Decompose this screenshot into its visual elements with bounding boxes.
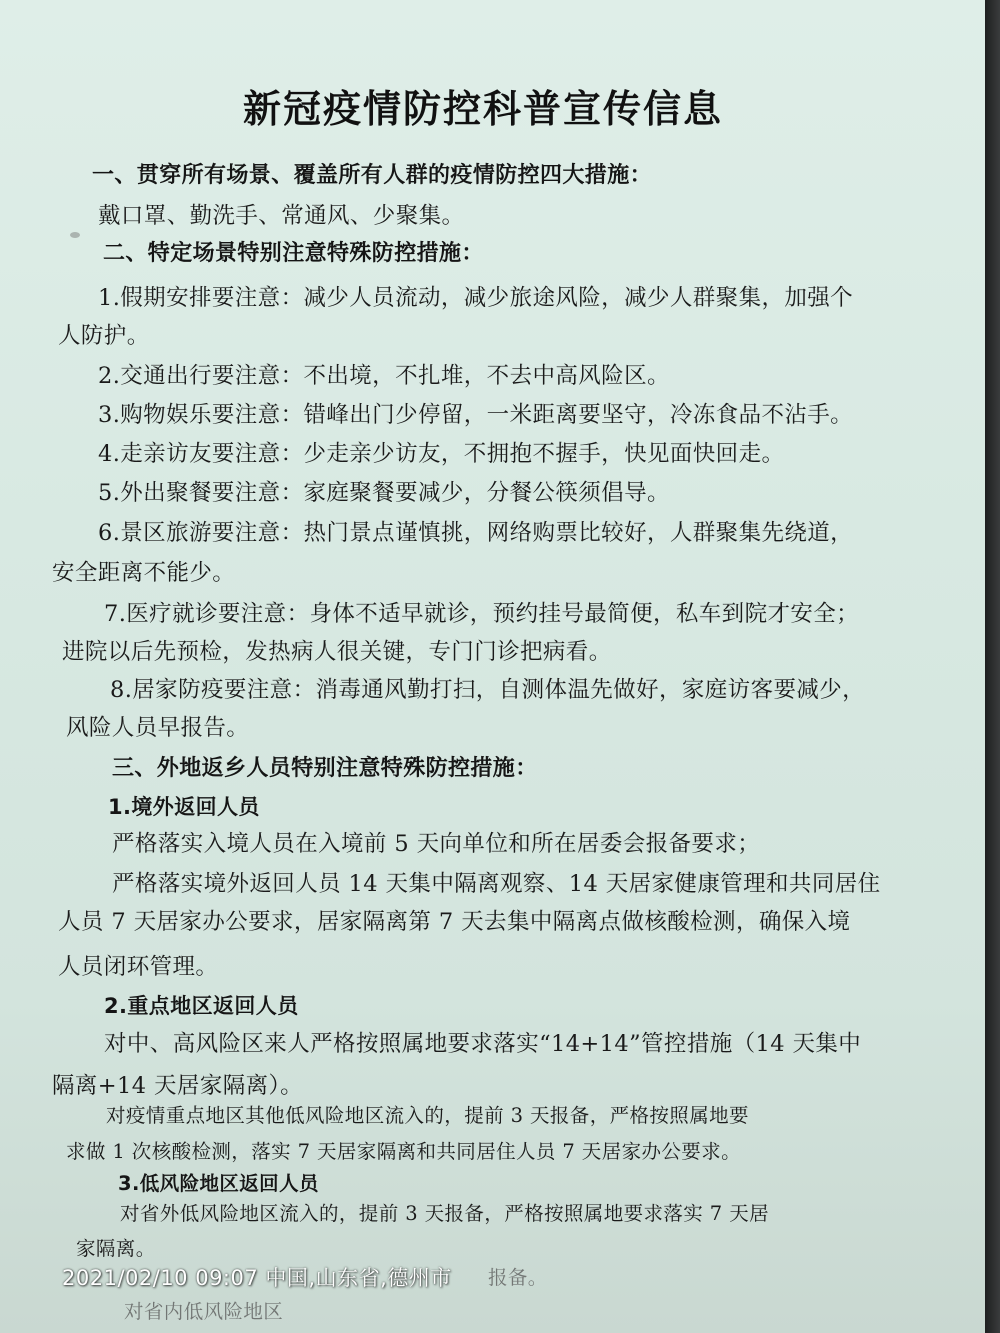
item-6-line-1: 6.景区旅游要注意：热门景点谨慎挑，网络购票比较好，人群聚集先绕道， — [98, 520, 854, 546]
item-7-line-2: 进院以后先预检，发热病人很关键，专门门诊把病看。 — [62, 639, 612, 665]
item-2: 2.交通出行要注意：不出境，不扎堆，不去中高风险区。 — [98, 363, 670, 389]
subsection-3-title: 3.低风险地区返回人员 — [118, 1172, 319, 1195]
item-3: 3.购物娱乐要注意：错峰出门少停留，一米距离要坚守，冷冻食品不沾手。 — [98, 402, 854, 428]
item-8-line-1: 8.居家防疫要注意：消毒通风勤打扫，自测体温先做好，家庭访客要减少， — [110, 677, 866, 703]
subsection-3-p1-line-2: 家隔离。 — [76, 1237, 156, 1260]
item-1-line-2: 人防护。 — [58, 323, 150, 349]
subsection-2-p1-line-2: 隔离+14 天居家隔离）。 — [52, 1073, 304, 1099]
section-3-heading: 三、外地返乡人员特别注意特殊防控措施： — [112, 756, 538, 781]
section-1-body: 戴口罩、勤洗手、常通风、少聚集。 — [98, 203, 465, 229]
subsection-3-p2-partial-start: 对省内低风险地区 — [124, 1300, 284, 1323]
subsection-1-p2-line-3: 人员闭环管理。 — [58, 954, 219, 980]
subsection-2-p1-line-1: 对中、高风险区来人严格按照属地要求落实“14+14”管控措施（14 天集中 — [104, 1031, 862, 1057]
item-7-line-1: 7.医疗就诊要注意：身体不适早就诊，预约挂号最简便，私车到院才安全； — [104, 601, 860, 627]
subsection-1-p2-line-1: 严格落实境外返回人员 14 天集中隔离观察、14 天居家健康管理和共同居住 — [112, 871, 881, 897]
subsection-2-title: 2.重点地区返回人员 — [104, 994, 299, 1018]
subsection-2-p2-line-2: 求做 1 次核酸检测，落实 7 天居家隔离和共同居住人员 7 天居家办公要求。 — [66, 1140, 742, 1163]
item-5: 5.外出聚餐要注意：家庭聚餐要减少，分餐公筷须倡导。 — [98, 480, 670, 506]
item-1-line-1: 1.假期安排要注意：减少人员流动，减少旅途风险，减少人群聚集，加强个 — [98, 285, 854, 311]
item-8-line-2: 风险人员早报告。 — [66, 715, 250, 741]
item-4: 4.走亲访友要注意：少走亲少访友，不拥抱不握手，快见面快回走。 — [98, 441, 785, 467]
section-2-heading: 二、特定场景特别注意特殊防控措施： — [103, 241, 484, 266]
subsection-1-p2-line-2: 人员 7 天居家办公要求，居家隔离第 7 天去集中隔离点做核酸检测，确保入境 — [58, 909, 851, 935]
subsection-1-p1: 严格落实入境人员在入境前 5 天向单位和所在居委会报备要求； — [112, 831, 761, 857]
subsection-3-p1-line-1: 对省外低风险地区流入的，提前 3 天报备，严格按照属地要求落实 7 天居 — [120, 1202, 770, 1225]
paper-punch-mark — [70, 232, 80, 238]
photo-timestamp-watermark: 2021/02/10 09:07 中国,山东省,德州市 — [62, 1266, 452, 1290]
subsection-1-title: 1.境外返回人员 — [108, 795, 260, 819]
document-title: 新冠疫情防控科普宣传信息 — [243, 87, 724, 131]
section-1-heading: 一、贯穿所有场景、覆盖所有人群的疫情防控四大措施： — [92, 163, 653, 188]
subsection-2-p2-line-1: 对疫情重点地区其他低风险地区流入的，提前 3 天报备，严格按照属地要 — [106, 1104, 749, 1127]
background-edge — [985, 0, 1000, 1333]
item-6-line-2: 安全距离不能少。 — [52, 560, 236, 586]
subsection-3-p2-partial-end: 报备。 — [488, 1266, 548, 1289]
